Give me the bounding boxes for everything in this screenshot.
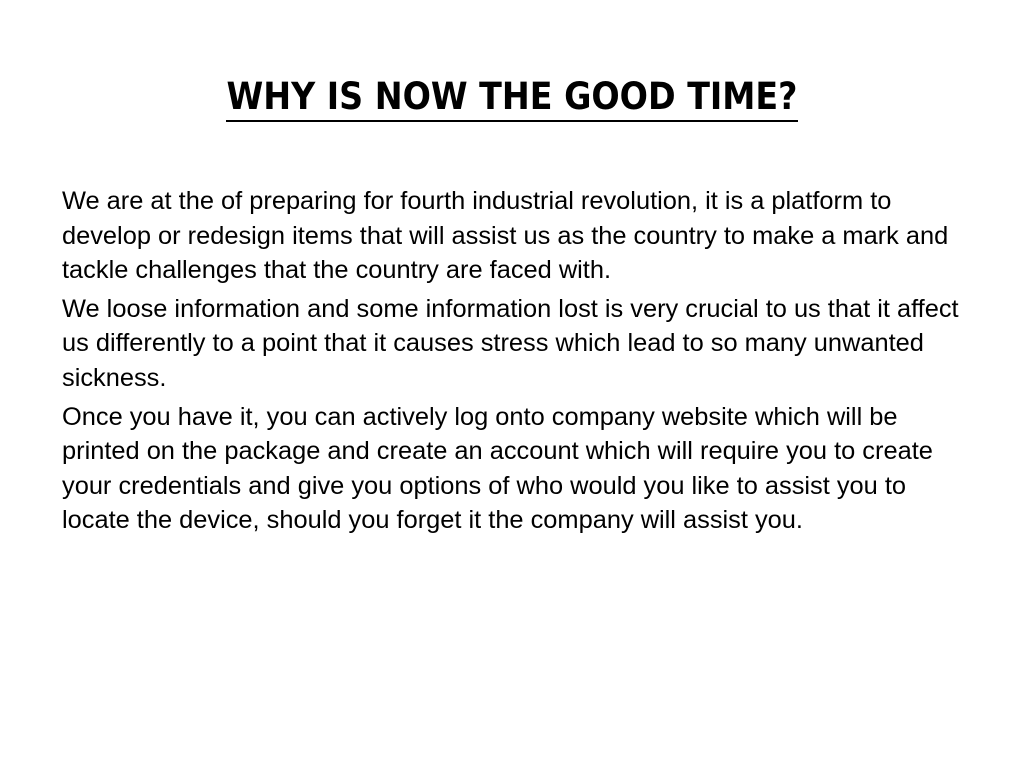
body-paragraph-3: Once you have it, you can actively log onto company website which will be printed on the package and create an account which will require you to create your credentials and give you options of who would you like to assist you to locate the device, should you forget it the company will assist you. xyxy=(62,402,933,535)
body-paragraph-1: We are at the of preparing for fourth industrial revolution, it is a platform to develop or redesign items that will assist us as the country to make a mark and tackle challenges that the country are faced with. xyxy=(62,187,949,285)
slide-title xyxy=(0,72,1024,122)
slide-body xyxy=(62,184,972,542)
slide-title-text: WHY IS NOW THE GOOD TIME? xyxy=(226,74,799,122)
body-paragraph-2: We loose information and some information lost is very crucial to us that it affect us differently to a point that it causes stress which lead to so many unwanted sickness. xyxy=(62,294,959,392)
